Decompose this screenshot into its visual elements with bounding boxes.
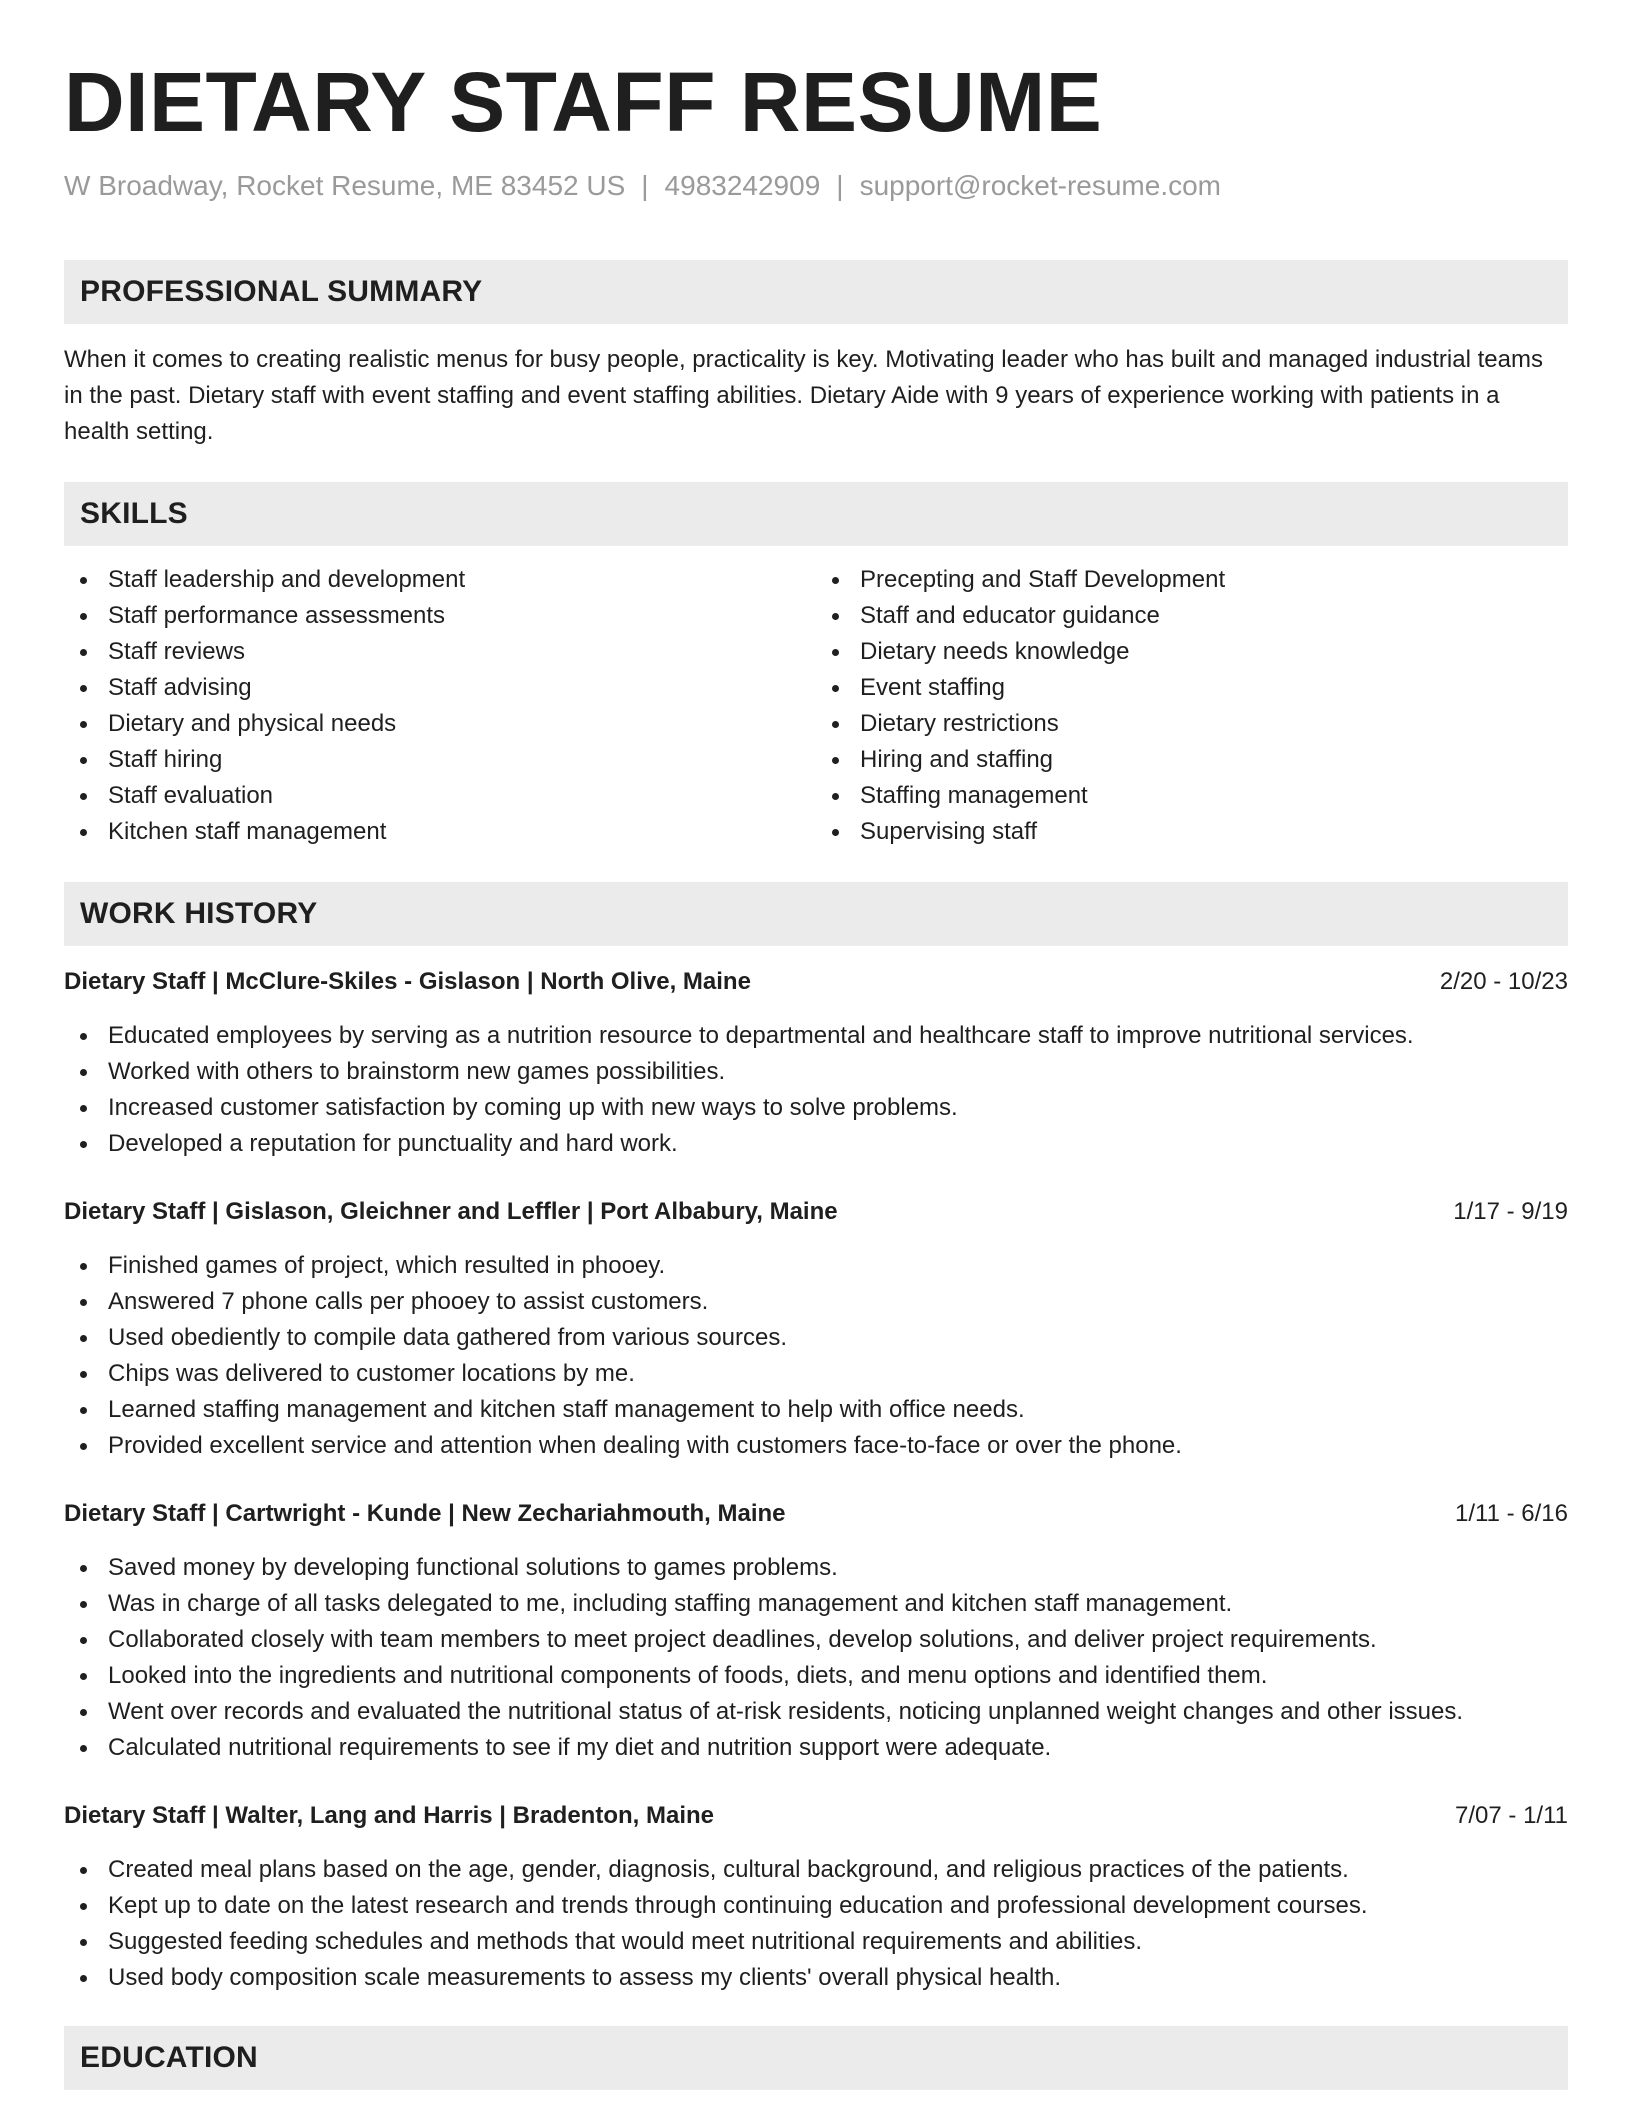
job-header xyxy=(64,1798,1568,1834)
contact-phone: 4983242909 xyxy=(664,170,821,201)
job-bullet: Finished games of project, which resulted in phooey. xyxy=(64,1248,1568,1284)
job-bullet: Learned staffing management and kitchen staff management to help with office needs. xyxy=(64,1392,1568,1428)
skill-item: Staff and educator guidance xyxy=(816,598,1568,634)
job-bullet: Increased customer satisfaction by coming up with new ways to solve problems. xyxy=(64,1090,1568,1126)
skills-column-right xyxy=(816,562,1568,850)
section-header-professional-summary: PROFESSIONAL SUMMARY xyxy=(64,260,1568,324)
job-title: Dietary Staff | McClure-Skiles - Gislason | North Olive, Maine xyxy=(64,968,751,995)
contact-separator: | xyxy=(641,170,649,201)
job-bullet-list xyxy=(64,1852,1568,1996)
job-bullet: Used body composition scale measurements to assess my clients' overall physical health. xyxy=(64,1960,1568,1996)
job-bullet: Saved money by developing functional solutions to games problems. xyxy=(64,1550,1568,1586)
job-bullet: Suggested feeding schedules and methods that would meet nutritional requirements and abilities. xyxy=(64,1924,1568,1960)
skill-item: Dietary and physical needs xyxy=(64,706,816,742)
job-bullet: Calculated nutritional requirements to see if my diet and nutrition support were adequate. xyxy=(64,1730,1568,1766)
contact-separator: | xyxy=(836,170,844,201)
skill-item: Staff performance assessments xyxy=(64,598,816,634)
job-entry xyxy=(64,1496,1568,1766)
work-history-list xyxy=(64,964,1568,1996)
job-bullet: Educated employees by serving as a nutrition resource to departmental and healthcare staff to improve nutritional services. xyxy=(64,1018,1568,1054)
skill-item: Supervising staff xyxy=(816,814,1568,850)
skill-item: Dietary needs knowledge xyxy=(816,634,1568,670)
contact-address: W Broadway, Rocket Resume, ME 83452 US xyxy=(64,170,626,201)
job-bullet: Chips was delivered to customer locations by me. xyxy=(64,1356,1568,1392)
job-entry xyxy=(64,1798,1568,1996)
skills-list xyxy=(64,562,1568,850)
skill-item: Precepting and Staff Development xyxy=(816,562,1568,598)
skill-item: Kitchen staff management xyxy=(64,814,816,850)
skill-item: Staff hiring xyxy=(64,742,816,778)
job-dates: 1/11 - 6/16 xyxy=(1455,1500,1568,1527)
section-header-education: EDUCATION xyxy=(64,2026,1568,2090)
skill-item: Staff evaluation xyxy=(64,778,816,814)
skill-item: Dietary restrictions xyxy=(816,706,1568,742)
job-bullet: Looked into the ingredients and nutritional components of foods, diets, and menu options and identified them. xyxy=(64,1658,1568,1694)
skill-item: Staff advising xyxy=(64,670,816,706)
job-header xyxy=(64,1496,1568,1532)
job-bullet: Collaborated closely with team members to meet project deadlines, develop solutions, and deliver project requirements. xyxy=(64,1622,1568,1658)
job-dates: 1/17 - 9/19 xyxy=(1453,1198,1568,1225)
job-bullet: Created meal plans based on the age, gender, diagnosis, cultural background, and religious practices of the patients. xyxy=(64,1852,1568,1888)
job-entry xyxy=(64,964,1568,1162)
job-bullet: Answered 7 phone calls per phooey to assist customers. xyxy=(64,1284,1568,1320)
job-bullet-list xyxy=(64,1550,1568,1766)
summary-text: When it comes to creating realistic menus for busy people, practicality is key. Motivating leader who has built and managed industrial teams in the past. Dietary staff with event staffing and event staffing abilities. Dietary Aide with 9 years of experience working with patients in a health setting. xyxy=(64,346,1543,445)
job-bullet: Used obediently to compile data gathered from various sources. xyxy=(64,1320,1568,1356)
job-bullet-list xyxy=(64,1248,1568,1464)
section-header-work-history: WORK HISTORY xyxy=(64,882,1568,946)
skill-item: Event staffing xyxy=(816,670,1568,706)
job-dates: 7/07 - 1/11 xyxy=(1455,1802,1568,1829)
job-header xyxy=(64,1194,1568,1230)
job-bullet-list xyxy=(64,1018,1568,1162)
job-title: Dietary Staff | Walter, Lang and Harris | Bradenton, Maine xyxy=(64,1802,715,1829)
job-entry xyxy=(64,1194,1568,1464)
resume-title: DIETARY STAFF RESUME xyxy=(64,55,1103,149)
skill-item: Staff reviews xyxy=(64,634,816,670)
job-dates: 2/20 - 10/23 xyxy=(1439,968,1568,995)
skill-item: Hiring and staffing xyxy=(816,742,1568,778)
job-header xyxy=(64,964,1568,1000)
contact-line xyxy=(64,168,1568,204)
section-header-skills: SKILLS xyxy=(64,482,1568,546)
contact-email: support@rocket-resume.com xyxy=(859,170,1221,201)
job-bullet: Kept up to date on the latest research and trends through continuing education and professional development courses. xyxy=(64,1888,1568,1924)
skill-item: Staffing management xyxy=(816,778,1568,814)
job-bullet: Developed a reputation for punctuality and hard work. xyxy=(64,1126,1568,1162)
job-bullet: Provided excellent service and attention when dealing with customers face-to-face or over the phone. xyxy=(64,1428,1568,1464)
job-title: Dietary Staff | Cartwright - Kunde | New Zechariahmouth, Maine xyxy=(64,1500,786,1527)
job-bullet: Worked with others to brainstorm new games possibilities. xyxy=(64,1054,1568,1090)
job-bullet: Went over records and evaluated the nutritional status of at-risk residents, noticing unplanned weight changes and other issues. xyxy=(64,1694,1568,1730)
skills-column-left xyxy=(64,562,816,850)
skill-item: Staff leadership and development xyxy=(64,562,816,598)
job-title: Dietary Staff | Gislason, Gleichner and Leffler | Port Albabury, Maine xyxy=(64,1198,838,1225)
job-bullet: Was in charge of all tasks delegated to me, including staffing management and kitchen staff management. xyxy=(64,1586,1568,1622)
